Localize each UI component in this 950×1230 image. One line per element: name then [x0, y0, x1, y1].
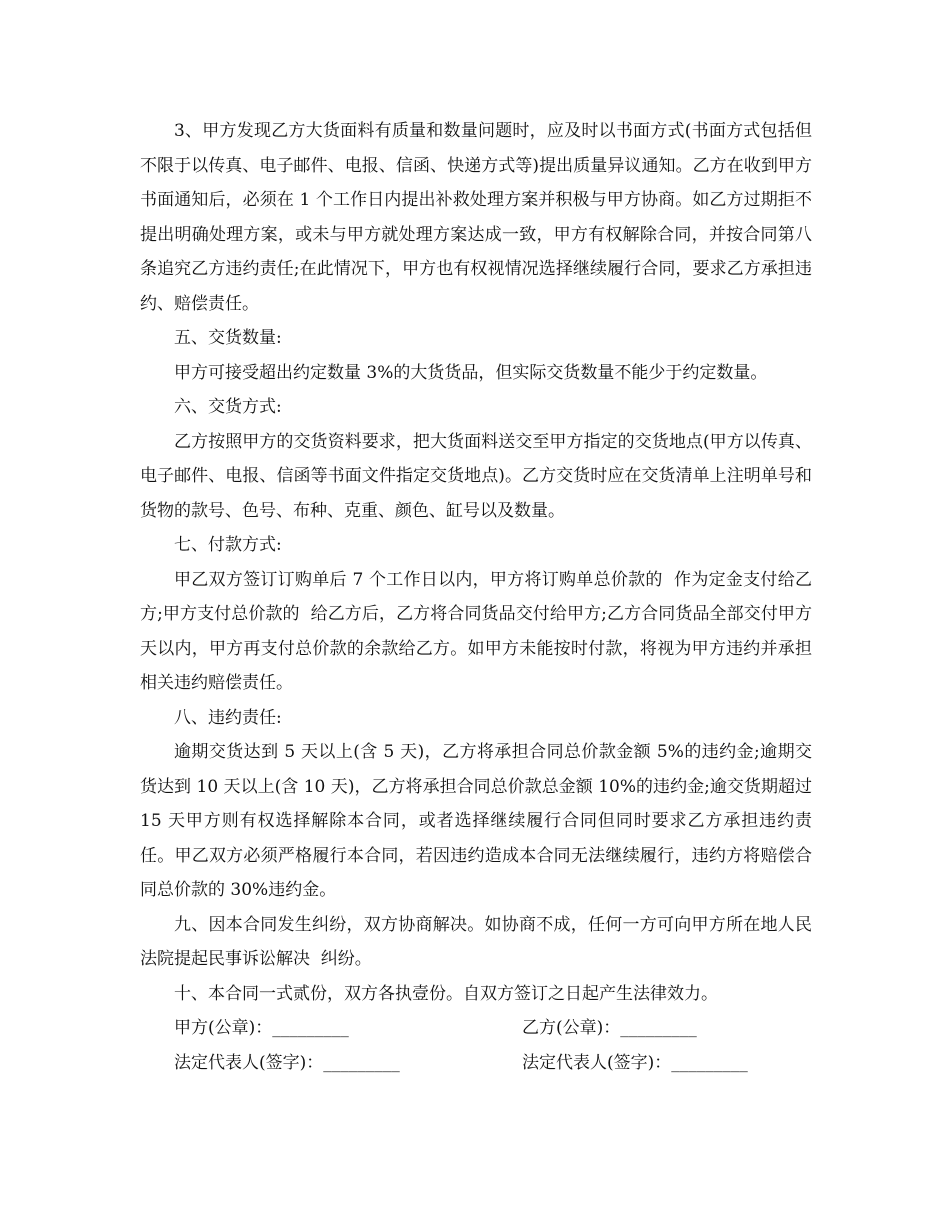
- heading-breach-liability: 八、违约责任:: [174, 707, 282, 728]
- signature-row-seal: [140, 1011, 812, 1046]
- signature-row-representative: [140, 1046, 812, 1081]
- paragraph-payment-method: 甲乙双方签订订购单后 7 个工作日以内，甲方将订购单总价款的 作为定金支付给乙方;甲方支付总价款的 给乙方后，乙方将合同货品交付给甲方;乙方合同货品全部交付甲方 天以内，甲方再支付总价款的余款给乙方。如甲方未能按时付款，将视为甲方违约并承担相关违约赔偿责任。: [140, 569, 823, 693]
- heading-delivery-method: 六、交货方式:: [174, 397, 282, 417]
- party-a-seal-line: 甲方(公章)：_________: [174, 1018, 349, 1038]
- paragraph-breach-liability: 逾期交货达到 5 天以上(含 5 天)，乙方将承担合同总价款金额 5%的违约金;逾期交货达到 10 天以上(含 10 天)，乙方将承担合同总价款总金额 10%的违约金;逾交货期超过 15 天甲方则有权选择解除本合同，或者选择继续履行合同但同时要求乙方承担违约责任。甲乙双方必须严格履行本合同，若因违约造成本合同无法继续履行，违约方将赔偿合同总价款的 30%违约金。: [140, 742, 818, 900]
- party-b-seal-line: 乙方(公章)：_________: [522, 1018, 697, 1038]
- paragraph-delivery-quantity: 甲方可接受超出约定数量 3%的大货货品，但实际交货数量不能少于约定数量。: [174, 362, 768, 383]
- heading-payment-method: 七、付款方式:: [174, 535, 282, 555]
- heading-delivery-quantity: 五、交货数量:: [174, 328, 282, 348]
- document-body: [140, 114, 823, 1080]
- party-b-representative-line: 法定代表人(签字)：_________: [522, 1052, 748, 1073]
- party-a-representative-line: 法定代表人(签字)：_________: [174, 1052, 400, 1073]
- paragraph-contract-copies: 十、本合同一式贰份，双方各执壹份。自双方签订之日起产生法律效力。: [174, 983, 718, 1004]
- paragraph-dispute-resolution: 九、因本合同发生纠纷，双方协商解决。如协商不成，任何一方可向甲方所在地人民法院提起民事诉讼解决 纠纷。: [140, 914, 812, 969]
- paragraph-delivery-method: 乙方按照甲方的交货资料要求，把大货面料送交至甲方指定的交货地点(甲方以传真、电子邮件、电报、信函等书面文件指定交货地点)。乙方交货时应在交货清单上注明单号和货物的款号、色号、布种、克重、颜色、缸号以及数量。: [140, 431, 812, 521]
- paragraph-clause-3: 3、甲方发现乙方大货面料有质量和数量问题时，应及时以书面方式(书面方式包括但不限于以传真、电子邮件、电报、信函、快递方式等)提出质量异议通知。乙方在收到甲方书面通知后，必须在 1 个工作日内提出补救处理方案并积极与甲方协商。如乙方过期拒不提出明确处理方案，或未与甲方就处理方案达成一致，甲方有权解除合同，并按合同第八条追究乙方违约责任;在此情况下，甲方也有权视情况选择继续履行合同，要求乙方承担违约、赔偿责任。: [140, 121, 812, 314]
